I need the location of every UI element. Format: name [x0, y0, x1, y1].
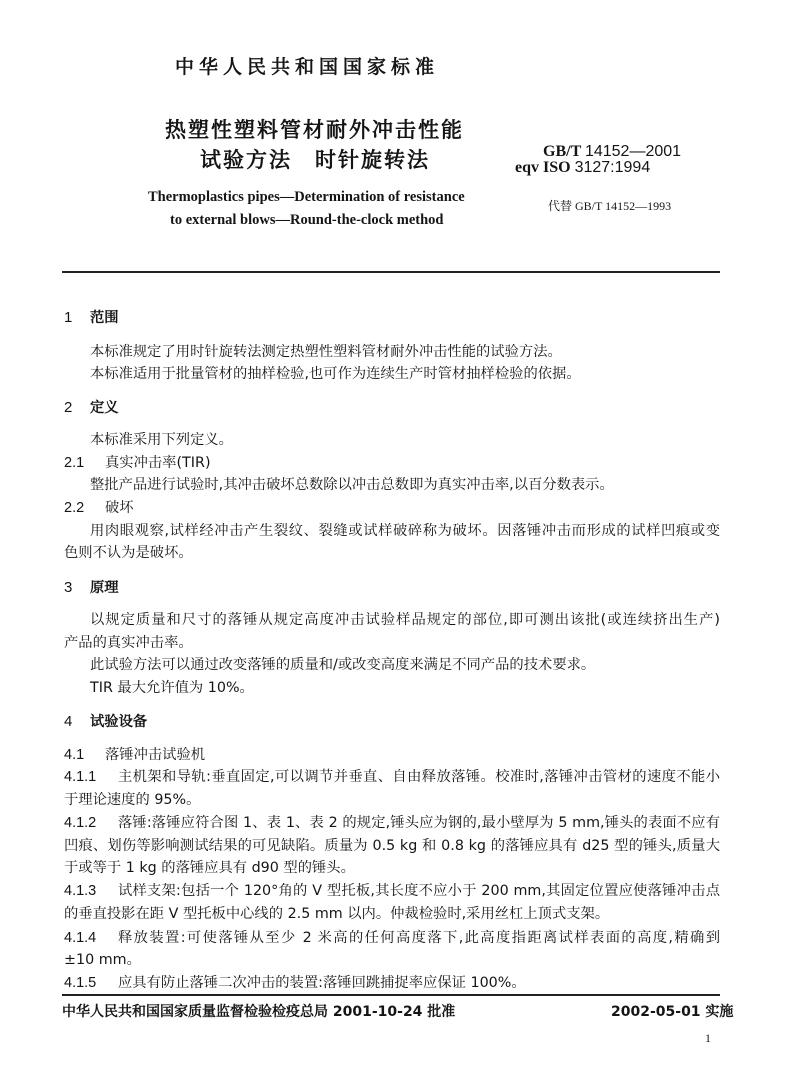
standard-code	[543, 144, 681, 160]
paragraph-line	[64, 655, 720, 675]
line-text: 释放装置:可使落锤从至少 2 米高的任何高度落下,此高度指距离试样表面的高度,精确到	[118, 930, 720, 946]
line-text: 于或等于 1 kg 的落锤应具有 d90 型的锤头。	[64, 860, 355, 876]
paragraph-line	[64, 342, 720, 362]
clause-number: 4.1.5	[64, 975, 97, 991]
clause-line	[64, 928, 720, 948]
line-text: 于理论速度的 95%。	[64, 792, 201, 808]
paragraph-line	[64, 836, 720, 856]
line-text: 本标准采用下列定义。	[90, 432, 233, 448]
clause-number: 4.1.4	[64, 930, 97, 946]
clause-line	[64, 767, 720, 787]
clause-number: 4	[64, 713, 73, 730]
paragraph-line	[64, 475, 720, 495]
paragraph-line	[64, 521, 720, 541]
issuer-approval: 中华人民共和国国家质量监督检验检疫总局 2001-10-24 批准	[62, 1004, 456, 1020]
page-number: 1	[705, 1031, 711, 1045]
line-text: 本标准适用于批量管材的抽样检验,也可作为连续生产时管材抽样检验的依据。	[90, 366, 581, 382]
section-heading	[64, 712, 720, 732]
code-prefix: GB/T	[543, 143, 581, 160]
line-text: 落锤:落锤应符合图 1、表 1、表 2 的规定,锤头应为钢的,最小壁厚为 5 mm,锤头的表面不应有	[118, 815, 720, 831]
effective-date: 2002-05-01 实施	[611, 1004, 734, 1020]
title-cn-line2: 试验方法 时针旋转法	[200, 148, 430, 172]
clause-line	[64, 453, 720, 473]
heading-text: 定义	[90, 400, 119, 416]
header-divider	[62, 271, 720, 273]
line-text: 凹痕、划伤等影响测试结果的可见缺陷。质量为 0.5 kg 和 0.8 kg 的落锤应具有 d25 型的锤头,质量大	[64, 838, 720, 854]
line-text: ±10 mm。	[64, 952, 141, 968]
title-cn-line1: 热塑性塑料管材耐外冲击性能	[165, 118, 464, 142]
code-number: 14152—2001	[584, 143, 682, 160]
paragraph-line	[64, 950, 720, 970]
paragraph-line	[64, 430, 720, 450]
title-en-line2: to external blows—Round-the-clock method	[170, 212, 444, 228]
line-text: 落锤冲击试验机	[105, 747, 206, 763]
paragraph-line	[64, 364, 720, 384]
clause-line	[64, 813, 720, 833]
equiv-number: 3127:1994	[574, 159, 651, 176]
paragraph-line	[64, 904, 720, 924]
line-text: 真实冲击率(TIR)	[105, 455, 211, 471]
line-text: 破坏	[105, 500, 134, 516]
section-heading	[64, 398, 720, 418]
paragraph-line	[64, 858, 720, 878]
clause-number: 2.1	[64, 455, 85, 471]
line-text: 本标准规定了用时针旋转法测定热塑性塑料管材耐外冲击性能的试验方法。	[90, 344, 562, 360]
line-text: 应具有防止落锤二次冲击的装置:落锤回跳捕捉率应保证 100%。	[118, 975, 526, 991]
line-text: 整批产品进行试验时,其冲击破坏总数除以冲击总数即为真实冲击率,以百分数表示。	[90, 477, 614, 493]
clause-number: 2	[64, 399, 73, 416]
line-text: 色则不认为是破坏。	[64, 545, 193, 561]
title-en-line1: Thermoplastics pipes—Determination of resistance	[148, 189, 465, 205]
footer-divider	[62, 994, 720, 996]
heading-text: 试验设备	[90, 714, 148, 730]
clause-number: 1	[64, 309, 73, 326]
paragraph-line	[64, 678, 720, 698]
heading-text: 范围	[90, 310, 119, 326]
line-text: 的垂直投影在距 V 型托板中心线的 2.5 mm 以内。仲裁检验时,采用丝杠上顶式支架。	[64, 906, 610, 922]
line-text: 产品的真实冲击率。	[64, 635, 193, 651]
clause-line	[64, 745, 720, 765]
heading-text: 原理	[90, 580, 119, 596]
clause-number: 4.1.3	[64, 883, 97, 899]
line-text: 用肉眼观察,试样经冲击产生裂纹、裂缝或试样破碎称为破坏。因落锤冲击而形成的试样凹痕或变	[90, 523, 720, 539]
replaces-standard: 代替 GB/T 14152—1993	[548, 199, 672, 213]
clause-number: 4.1	[64, 747, 85, 763]
line-text: 主机架和导轨:垂直固定,可以调节并垂直、自由释放落锤。校准时,落锤冲击管材的速度不能小	[118, 769, 720, 785]
clause-line	[64, 498, 720, 518]
paragraph-line	[64, 543, 720, 563]
clause-line	[64, 973, 720, 993]
line-text: 试样支架:包括一个 120°角的 V 型托板,其长度不应小于 200 mm,其固定位置应使落锤冲击点	[118, 883, 720, 899]
section-heading	[64, 308, 720, 328]
standard-name: 中华人民共和国国家标准	[175, 56, 440, 78]
clause-number: 2.2	[64, 500, 85, 516]
line-text: 此试验方法可以通过改变落锤的质量和/或改变高度来满足不同产品的技术要求。	[90, 657, 596, 673]
line-text: 以规定质量和尺寸的落锤从规定高度冲击试验样品规定的部位,即可测出该批(或连续挤出生产)	[90, 612, 720, 628]
clause-number: 3	[64, 579, 73, 596]
equiv-prefix: eqv ISO	[515, 159, 571, 176]
paragraph-line	[64, 790, 720, 810]
equivalent-standard	[515, 160, 650, 176]
section-heading	[64, 578, 720, 598]
clause-number: 4.1.1	[64, 769, 97, 785]
paragraph-line	[64, 610, 720, 630]
paragraph-line	[64, 633, 720, 653]
clause-number: 4.1.2	[64, 815, 97, 831]
line-text: TIR 最大允许值为 10%。	[90, 680, 254, 696]
clause-line	[64, 881, 720, 901]
